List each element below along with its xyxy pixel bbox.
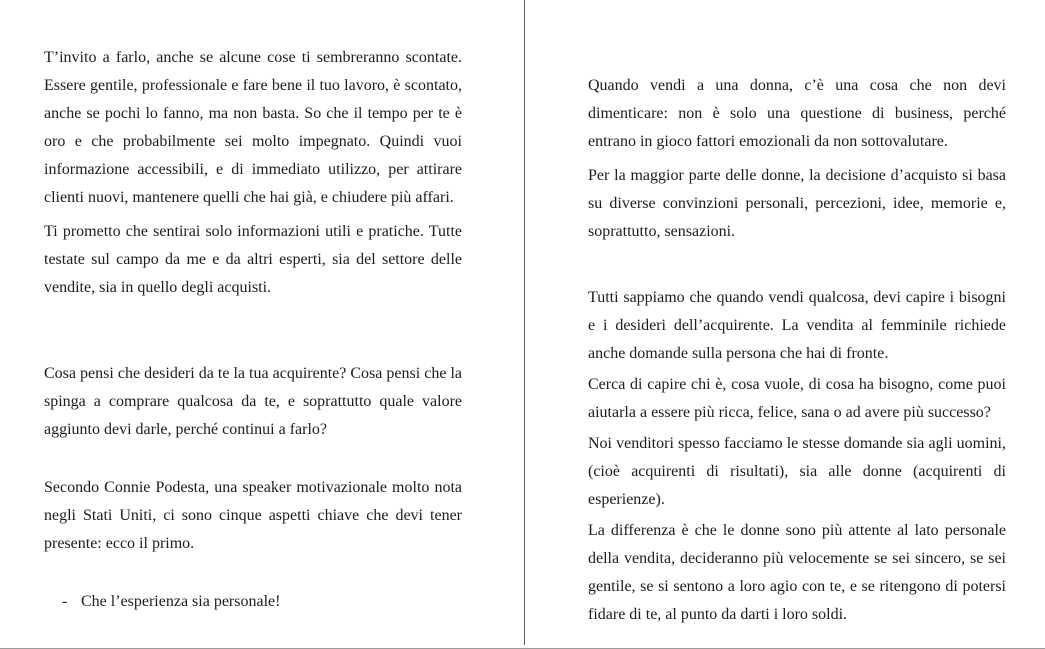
paragraph: Ti prometto che sentirai solo informazioni utili e pratiche. Tutte testate sul campo da me e da altri esperti, sia del settore delle vendite, sia in quello degli acquisti. — [44, 223, 462, 296]
paragraph: Cerca di capire chi è, cosa vuole, di cosa ha bisogno, come puoi aiutarla a essere più ricca, felice, sana o ad avere più successo? — [588, 376, 1006, 421]
page-right — [588, 0, 1006, 629]
paragraph: La differenza è che le donne sono più attente al lato personale della vendita, decideranno più velocemente se sei sincero, se sei gentile, se si sentono a loro agio con te, e se ritengono di potersi fidare di te, al punto da darti i loro soldi. — [588, 522, 1006, 623]
page-divider — [524, 0, 525, 645]
paragraph: Noi venditori spesso facciamo le stesse domande sia agli uomini, (cioè acquirenti di risultati), sia alle donne (acquirenti di esperienze). — [588, 435, 1006, 508]
paragraph: Secondo Connie Podesta, una speaker motivazionale molto nota negli Stati Uniti, ci sono cinque aspetti chiave che devi tener presente: ecco il primo. — [44, 479, 462, 552]
list-bullet: - — [62, 593, 68, 610]
paragraph: Quando vendi a una donna, c’è una cosa che non devi dimenticare: non è solo una questione di business, perché entrano in gioco fattori emozionali da non sottovalutare. — [588, 77, 1006, 150]
paragraph: Per la maggior parte delle donne, la decisione d’acquisto si basa su diverse convinzioni personali, percezioni, idee, memorie e, soprattutto, sensazioni. — [588, 167, 1006, 240]
paragraph: Cosa pensi che desideri da te la tua acquirente? Cosa pensi che la spinga a comprare qualcosa da te, e soprattutto quale valore aggiunto devi darle, perché continui a farlo? — [44, 365, 462, 438]
list-item — [44, 588, 462, 616]
list-item-text: Che l’esperienza sia personale! — [81, 593, 281, 610]
page-left — [44, 0, 462, 616]
paragraph: Tutti sappiamo che quando vendi qualcosa, devi capire i bisogni e i desideri dell’acquirente. La vendita al femminile richiede anche domande sulla persona che hai di fronte. — [588, 289, 1006, 362]
paragraph: T’invito a farlo, anche se alcune cose ti sembreranno scontate. Essere gentile, professionale e fare bene il tuo lavoro, è scontato, anche se pochi lo fanno, ma non basta. So che il tempo per te è oro e che probabilmente sei molto impegnato. Quindi vuoi informazione accessibili, e di immediato utilizzo, per attirare clienti nuovi, mantenere quelli che hai già, e chiudere più affari. — [44, 49, 462, 206]
